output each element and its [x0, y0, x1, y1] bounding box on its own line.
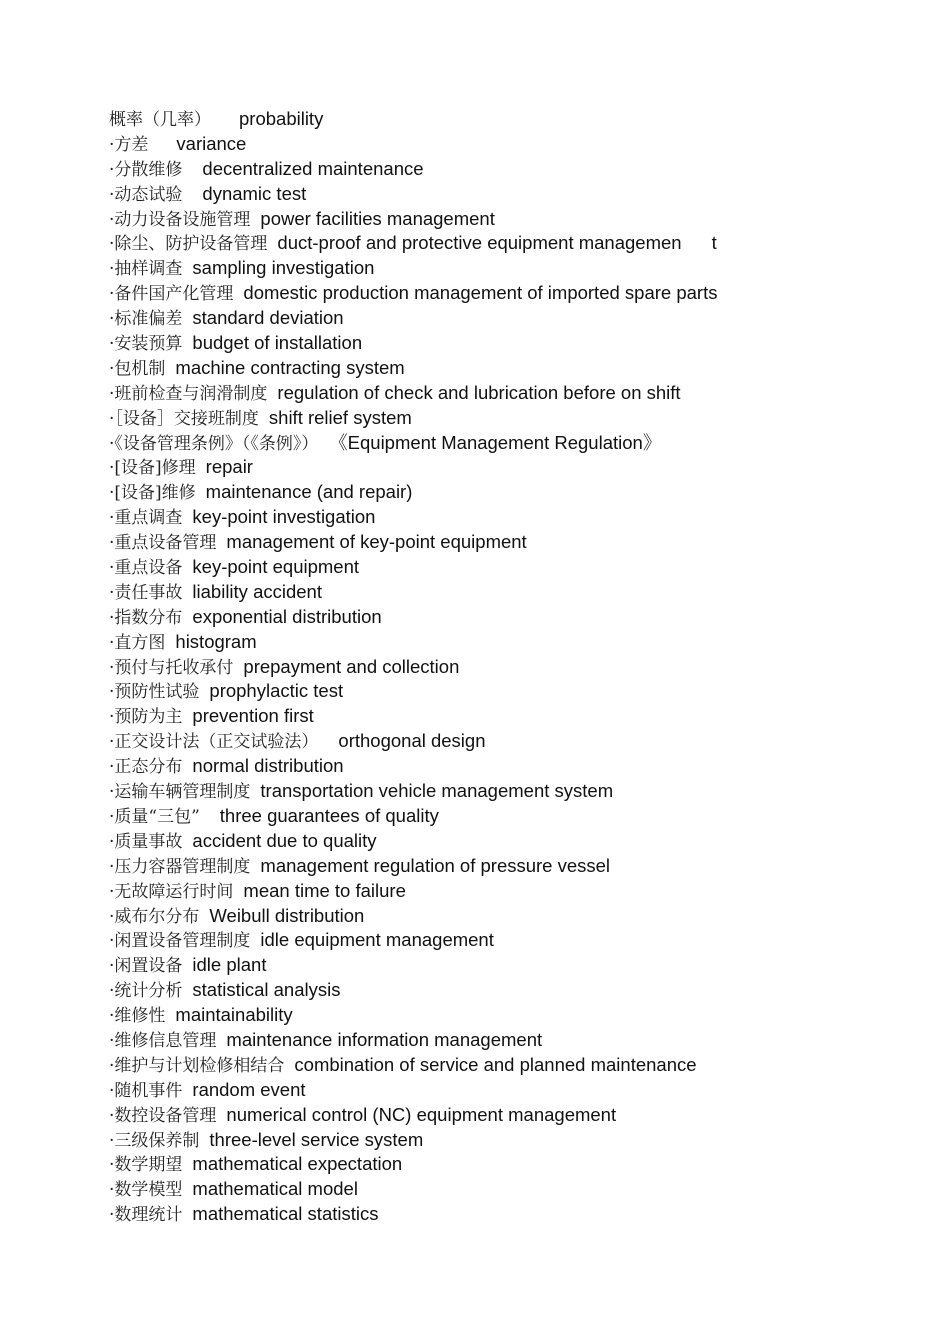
term-chinese: ·分散维修 [109, 159, 183, 180]
term-english: management regulation of pressure vessel [260, 854, 611, 876]
term-chinese: ·压力容器管理制度 [109, 856, 251, 877]
term-english: variance [176, 132, 247, 154]
glossary-entry [109, 854, 909, 879]
term-chinese: ·直方图 [109, 632, 166, 653]
term-chinese: ·安装预算 [109, 334, 183, 355]
term-english: exponential distribution [192, 605, 382, 627]
term-english: maintainability [175, 1004, 293, 1026]
term-english: standard deviation [192, 307, 344, 329]
term-english: key-point equipment [192, 556, 360, 578]
term-english: mathematical expectation [192, 1153, 403, 1175]
term-english: regulation of check and lubrication before on shift [277, 381, 681, 403]
term-chinese: ·[设备]修理 [109, 458, 196, 479]
term-english: maintenance information management [226, 1028, 543, 1050]
term-english: mathematical statistics [192, 1203, 379, 1225]
glossary-entry [109, 157, 909, 182]
glossary-entry [109, 530, 909, 555]
glossary-entry [109, 555, 909, 580]
term-chinese: ·《设备管理条例》（《条例》） [109, 433, 319, 454]
term-english: random event [192, 1078, 306, 1100]
term-chinese: ·统计分析 [109, 981, 183, 1002]
term-chinese: ·包机制 [109, 358, 166, 379]
glossary-entry [109, 1078, 909, 1103]
term-english: repair [205, 456, 253, 478]
glossary-entry [109, 1202, 909, 1227]
term-english: idle plant [192, 954, 267, 976]
term-english: 《Equipment Management Regulation》 [338, 431, 662, 453]
term-chinese: ·闲置设备 [109, 956, 183, 977]
term-chinese: ·重点调查 [109, 508, 183, 529]
term-english: statistical analysis [192, 979, 341, 1001]
glossary-entry [109, 256, 909, 281]
glossary-entry [109, 779, 909, 804]
term-chinese: ·［设备］交接班制度 [109, 408, 259, 429]
term-english: three guarantees of quality [219, 804, 439, 826]
term-chinese: ·数学期望 [109, 1155, 183, 1176]
term-english: prepayment and collection [243, 655, 460, 677]
glossary-entry [109, 1003, 909, 1028]
term-english: mean time to failure [243, 879, 406, 901]
glossary-entry [109, 928, 909, 953]
glossary-entry [109, 1128, 909, 1153]
term-english: accident due to quality [192, 829, 377, 851]
term-english: mathematical model [192, 1178, 358, 1200]
glossary-entry [109, 356, 909, 381]
term-chinese: ·标准偏差 [109, 309, 183, 330]
term-chinese: ·威布尔分布 [109, 906, 200, 927]
glossary-list [109, 107, 909, 1227]
term-chinese: ·班前检查与润滑制度 [109, 383, 268, 404]
glossary-entry [109, 431, 909, 456]
term-english: sampling investigation [192, 257, 375, 279]
glossary-entry [109, 704, 909, 729]
term-chinese: ·数学模型 [109, 1180, 183, 1201]
term-english: liability accident [192, 580, 322, 602]
term-english: normal distribution [192, 755, 344, 777]
glossary-entry [109, 630, 909, 655]
term-english: prevention first [192, 705, 314, 727]
term-chinese: ·方差 [109, 134, 149, 155]
term-chinese: ·动力设备设施管理 [109, 209, 251, 230]
glossary-entry [109, 953, 909, 978]
term-chinese: ·三级保养制 [109, 1130, 200, 1151]
glossary-entry [109, 1103, 909, 1128]
term-chinese: ·质量事故 [109, 831, 183, 852]
glossary-entry [109, 978, 909, 1003]
glossary-entry [109, 1177, 909, 1202]
glossary-entry [109, 655, 909, 680]
term-english: Weibull distribution [209, 904, 365, 926]
term-english: budget of installation [192, 332, 363, 354]
term-chinese: ·质量“三包” [109, 806, 200, 827]
glossary-entry [109, 679, 909, 704]
term-chinese: ·抽样调查 [109, 259, 183, 280]
glossary-entry [109, 182, 909, 207]
term-english: probability [239, 108, 324, 129]
term-english: idle equipment management [260, 929, 494, 951]
term-english: combination of service and planned maintenance [294, 1053, 697, 1075]
glossary-entry [109, 729, 909, 754]
term-chinese: ·除尘、防护设备管理 [109, 234, 268, 255]
term-english: histogram [175, 630, 257, 652]
glossary-entry [109, 804, 909, 829]
term-chinese: ·重点设备管理 [109, 533, 217, 554]
term-english: maintenance (and repair) [205, 481, 413, 503]
term-english: orthogonal design [338, 730, 486, 752]
term-chinese: ·维修信息管理 [109, 1030, 217, 1051]
glossary-entry [109, 306, 909, 331]
term-english: machine contracting system [175, 356, 405, 378]
glossary-entry [109, 1053, 909, 1078]
glossary-entry [109, 879, 909, 904]
term-chinese: 概率（几率） [109, 110, 211, 130]
term-chinese: ·预付与托收承付 [109, 657, 234, 678]
term-english: decentralized maintenance [202, 157, 424, 179]
term-chinese: ·预防为主 [109, 707, 183, 728]
term-english: transportation vehicle management system [260, 780, 614, 802]
term-english: shift relief system [268, 406, 412, 428]
glossary-entry [109, 231, 909, 256]
term-english: management of key-point equipment [226, 531, 527, 553]
term-chinese: ·重点设备 [109, 558, 183, 579]
term-chinese: ·维修性 [109, 1006, 166, 1027]
term-english: dynamic test [202, 182, 307, 204]
glossary-entry [109, 1028, 909, 1053]
glossary-entry [109, 904, 909, 929]
glossary-entry [109, 331, 909, 356]
term-chinese: ·预防性试验 [109, 682, 200, 703]
glossary-entry [109, 381, 909, 406]
term-english: three-level service system [209, 1128, 424, 1150]
glossary-entry [109, 107, 909, 132]
term-english: domestic production management of imported spare parts [243, 282, 718, 304]
glossary-entry [109, 605, 909, 630]
glossary-entry [109, 480, 909, 505]
term-chinese: ·运输车辆管理制度 [109, 782, 251, 803]
term-english: numerical control (NC) equipment management [226, 1103, 617, 1125]
glossary-entry [109, 829, 909, 854]
glossary-entry [109, 580, 909, 605]
term-english: duct-proof and protective equipment managemen [277, 232, 682, 254]
term-chinese: ·数理统计 [109, 1205, 183, 1226]
glossary-entry [109, 754, 909, 779]
glossary-entry [109, 281, 909, 306]
term-chinese: ·备件国产化管理 [109, 284, 234, 305]
glossary-entry [109, 505, 909, 530]
glossary-entry [109, 406, 909, 431]
term-chinese: ·[设备]维修 [109, 483, 196, 504]
term-english: prophylactic test [209, 680, 344, 702]
term-chinese: ·正交设计法（正交试验法） [109, 732, 319, 753]
term-chinese: ·维护与计划检修相结合 [109, 1055, 285, 1076]
glossary-entry [109, 1152, 909, 1177]
term-chinese: ·指数分布 [109, 607, 183, 628]
term-english: key-point investigation [192, 506, 376, 528]
term-chinese: ·无故障运行时间 [109, 881, 234, 902]
glossary-entry [109, 207, 909, 232]
glossary-entry [109, 132, 909, 157]
term-english: power facilities management [260, 207, 495, 229]
glossary-entry [109, 455, 909, 480]
term-chinese: ·正态分布 [109, 757, 183, 778]
term-chinese: ·责任事故 [109, 582, 183, 603]
term-chinese: ·闲置设备管理制度 [109, 931, 251, 952]
term-english-wrap: t [711, 232, 717, 254]
term-chinese: ·动态试验 [109, 184, 183, 205]
term-chinese: ·随机事件 [109, 1080, 183, 1101]
term-chinese: ·数控设备管理 [109, 1105, 217, 1126]
